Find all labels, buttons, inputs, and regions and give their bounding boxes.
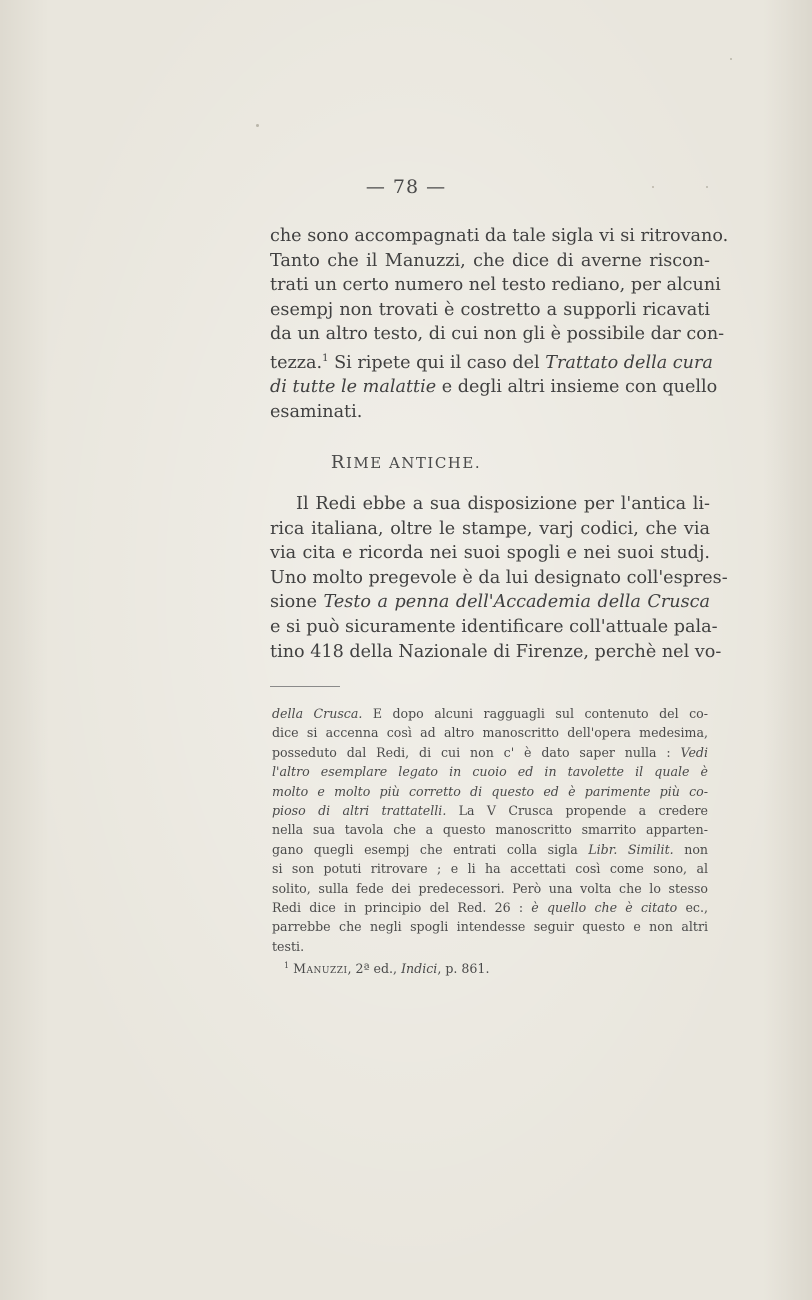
footnote-line: Redi dice in principio del Red. 26 : è quello che è citato ec., [272, 900, 708, 916]
text-line: sione Testo a penna dell'Accademia della Crusca [270, 592, 710, 613]
text-line: esaminati. [270, 402, 363, 423]
footnote-line: posseduto dal Redi, di cui non c' è dato saper nulla : Vedi [272, 744, 708, 760]
footnote-line: nella sua tavola che a questo manoscritto smarrito apparten- [272, 822, 708, 838]
footnote-line: parrebbe che negli spogli intendesse seguir questo e non altri [272, 919, 708, 935]
footnote-line: si son potuti ritrovare ; e li ha accettati così come sono, al [272, 861, 708, 877]
paper-speck [652, 186, 654, 188]
text-line: esempj non trovati è costretto a supporli ricavati [270, 299, 710, 320]
footnote-1: $^1$ Manuzzi, 2ª ed., Indici, p. 861. [284, 961, 490, 977]
work-title: Testo a penna dell'Accademia della Crusca [323, 592, 710, 613]
text-line: tino 418 della Nazionale di Firenze, perchè nel vo- [270, 641, 722, 662]
footnote-line: gano quegli esempj che entrati colla sigla Libr. Similit. non [272, 841, 709, 857]
text-line: e si può sicuramente identificare coll'attuale pala- [270, 616, 718, 637]
footnote-line: solito, sulla fede dei predecessori. Però una volta che lo stesso [272, 880, 708, 896]
page-number: — 78 — [365, 176, 447, 198]
text-line: via cita e ricorda nei suoi spogli e nei suoi studj. [270, 543, 710, 564]
text-line: Uno molto pregevole è da lui designato coll'espres- [270, 567, 728, 588]
footnote-marker: 1 [284, 961, 290, 971]
text-line: Il Redi ebbe a sua disposizione per l'antica li- [296, 494, 710, 514]
footnote-line: testi. [272, 938, 305, 954]
paper-speck [256, 124, 259, 127]
paper-speck [706, 186, 708, 188]
text-line: che sono accompagnati da tale sigla vi si ritrovano. [270, 226, 729, 246]
footnotes [272, 704, 708, 979]
text-line: trati un certo numero nel testo rediano, per alcuni [270, 275, 721, 296]
paragraph-continuation [270, 224, 729, 425]
footnote-line: molto e molto più corretto di questo ed è parimente più co- [272, 783, 708, 799]
footnote-line: pioso di altri trattatelli. La V Crusca propende a credere [272, 803, 709, 819]
footnote-line: dice si accenna così ad altro manoscritto dell'opera medesima, [272, 725, 708, 741]
work-title: di tutte le malattie [270, 377, 437, 398]
paragraph-rime-antiche [270, 492, 728, 664]
text-line: di tutte le malattie e degli altri insieme con quello [270, 377, 718, 398]
section-heading: RIME ANTICHE. [330, 452, 482, 473]
work-title: Trattato della cura [545, 352, 713, 373]
footnote-marker: 1 [322, 352, 329, 364]
paper-speck [730, 58, 732, 60]
footnote-line: l'altro esemplare legato in cuoio ed in tavolette il quale è [272, 764, 708, 780]
text-line: Tanto che il Manuzzi, che dice di averne riscon- [270, 250, 710, 271]
text-line: da un altro testo, di cui non gli è possibile dar con- [270, 324, 725, 345]
footnote-line: della Crusca. E dopo alcuni ragguagli sul contenuto del co- [272, 706, 708, 721]
text-line: tezza.$^1$ Si ripete qui il caso del Trattato della cura [270, 352, 713, 373]
text-line: rica italiana, oltre le stampe, varj codici, che via [270, 518, 710, 539]
footnote-separator [270, 686, 340, 687]
